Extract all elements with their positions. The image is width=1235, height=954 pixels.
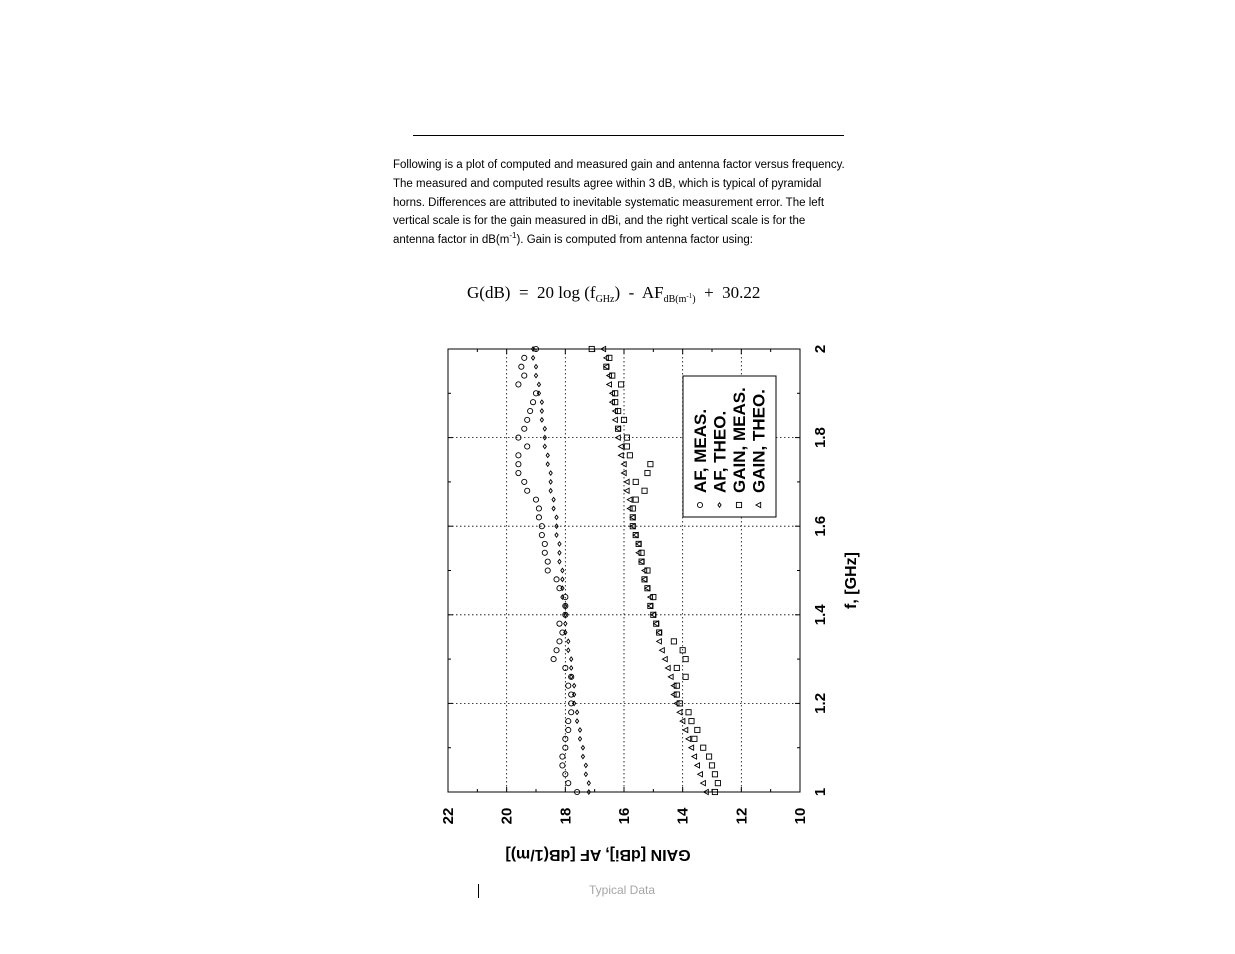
data-point-square [627,453,632,458]
equation-subscript-af-base: dB(m [663,294,687,305]
data-point-square [618,382,623,387]
data-point-diamond [540,409,543,413]
data-point-triangle [613,408,618,413]
data-point-diamond [534,373,537,377]
tick-label-value: 14 [674,807,692,825]
data-point-square [715,781,720,786]
data-point-triangle [610,400,615,405]
paragraph-superscript: -1 [509,231,517,241]
data-point-circle [522,479,527,484]
data-point-square [701,745,706,750]
data-point-triangle [636,550,641,555]
data-point-triangle [665,665,670,670]
data-point-triangle [660,648,665,653]
data-point-triangle [648,594,653,599]
data-point-square [712,772,717,777]
data-point-triangle [610,391,615,396]
chart-legend [683,376,776,517]
data-point-square [671,639,676,644]
data-point-triangle [604,355,609,360]
data-point-circle [560,754,565,759]
data-point-diamond [564,621,567,625]
data-point-diamond [561,568,564,572]
y-axis-title: GAIN [dBi], AF [dB(1/m)] [505,846,691,863]
body-paragraph [393,156,845,250]
data-point-circle [557,639,562,644]
data-point-triangle [639,559,644,564]
data-point-diamond [549,489,552,493]
data-point-circle [528,408,533,413]
data-point-circle [566,727,571,732]
legend-label: GAIN, MEAS. [730,387,749,493]
data-point-diamond [546,462,549,466]
data-point-circle [536,515,541,520]
data-point-triangle [698,772,703,777]
data-point-diamond [578,728,581,732]
data-point-diamond [581,746,584,750]
equation-subscript-ghz: GHz [595,294,615,305]
tick-label-value: 10 [792,807,809,825]
data-point-triangle [633,532,638,537]
data-point-diamond [581,754,584,758]
data-point-triangle [642,568,647,573]
data-point-diamond [578,737,581,741]
data-point-diamond [570,657,573,661]
data-point-diamond [558,559,561,563]
data-point-triangle [689,745,694,750]
data-point-diamond [587,781,590,785]
paragraph-text: Following is a plot of computed and measured gain and antenna factor versus frequency. The measured and computed results agree within 3 dB, which is typical of pyramidal horns. Differences are attributed to inevitable systematic measurement error. The left vertical scale is for the gain measured in dBi, and the right vertical scale is for the antenna factor in dB(m [393,159,845,247]
data-point-triangle [683,727,688,732]
data-point-circle [554,648,559,653]
data-point-square [686,710,691,715]
tick-label-value: 18 [557,807,575,825]
data-point-triangle [692,754,697,759]
data-point-triangle [627,506,632,511]
data-point-triangle [657,639,662,644]
tick-label-value: 16 [616,807,633,825]
data-point-diamond [575,710,578,714]
data-point-diamond [567,639,570,643]
data-point-square [689,719,694,724]
data-point-diamond [561,577,564,581]
footer-change-bar [478,884,479,898]
data-point-circle [525,444,530,449]
footer-label: Typical Data [589,883,656,897]
tick-label-value: 20 [498,807,516,825]
data-point-circle [522,373,527,378]
data-point-square [633,479,638,484]
equation-lhs: G(dB) = 20 log (f [467,283,596,302]
data-point-diamond [558,551,561,555]
data-point-diamond [543,427,546,431]
equation-subscript-af [664,294,696,305]
data-point-diamond [552,506,555,510]
data-point-diamond [570,666,573,670]
data-point-circle [545,559,550,564]
gain-af-chart [435,338,875,868]
data-point-circle [566,683,571,688]
tick-label-frequency: 1.6 [812,515,829,537]
data-point-triangle [607,382,612,387]
data-point-diamond [540,400,543,404]
axis-labels [440,345,860,863]
data-point-circle [554,577,559,582]
data-point-diamond [549,480,552,484]
data-point-triangle [616,426,621,431]
data-point-diamond [531,356,534,360]
data-point-triangle [616,435,621,440]
tick-label-frequency: 1.8 [812,427,829,449]
data-point-diamond [567,648,570,652]
data-point-square [683,657,688,662]
data-point-circle [545,568,550,573]
data-point-square [695,727,700,732]
data-point-square [642,488,647,493]
legend-label: AF, THEO. [710,410,730,493]
data-point-diamond [555,533,558,537]
data-point-triangle [624,488,629,493]
equation-subscript-af-exponent: -1 [686,292,693,300]
data-point-triangle [618,453,623,458]
data-point-triangle [662,657,667,662]
data-point-circle [542,550,547,555]
tick-label-value: 12 [733,807,751,825]
data-point-triangle [627,497,632,502]
data-point-triangle [604,364,609,369]
data-point-diamond [575,719,578,723]
data-point-square [706,754,711,759]
data-point-square [648,462,653,467]
data-point-diamond [543,444,546,448]
data-point-circle [516,470,521,475]
equation-subscript-af-close: ) [692,294,696,305]
data-point-circle [519,364,524,369]
data-point-square [692,736,697,741]
data-point-circle [525,417,530,422]
data-point-diamond [584,772,587,776]
data-point-square [633,497,638,502]
data-point-diamond [573,683,576,687]
data-point-triangle [642,577,647,582]
data-point-triangle [648,603,653,608]
data-point-diamond [546,453,549,457]
data-point-diamond [549,471,552,475]
data-point-square [624,444,629,449]
data-point-circle [522,426,527,431]
equation-rhs: + 30.22 [695,283,761,302]
data-point-triangle [677,710,682,715]
data-point-triangle [636,541,641,546]
tick-label-value: 22 [440,807,457,825]
data-point-diamond [555,515,558,519]
data-point-diamond [558,542,561,546]
data-point-triangle [613,417,618,422]
data-point-triangle [695,763,700,768]
data-point-square [683,674,688,679]
paragraph-text-end: ). Gain is computed from antenna factor using: [516,234,753,247]
data-point-circle [569,710,574,715]
data-point-diamond [552,497,555,501]
data-point-circle [530,400,535,405]
data-point-circle [525,488,530,493]
data-point-circle [566,719,571,724]
data-point-triangle [607,373,612,378]
data-point-triangle [668,674,673,679]
equation-middle: ) - AF [614,283,664,302]
legend-label: AF, MEAS. [691,408,710,493]
data-point-square [645,470,650,475]
tick-label-frequency: 1.4 [812,604,829,626]
data-point-circle [536,506,541,511]
data-point-diamond [570,675,573,679]
data-point-circle [516,462,521,467]
data-point-triangle [671,683,676,688]
data-point-diamond [537,382,540,386]
data-point-circle [522,355,527,360]
data-point-triangle [701,781,706,786]
data-point-circle [533,497,538,502]
data-point-circle [566,781,571,786]
data-point-triangle [630,515,635,520]
tick-label-frequency: 1 [812,787,829,797]
data-point-circle [551,657,556,662]
data-point-circle [557,621,562,626]
legend-label: GAIN, THEO. [749,389,769,493]
data-point-circle [560,763,565,768]
data-point-diamond [534,365,537,369]
x-axis-title: f, [GHz] [843,552,860,609]
tick-label-frequency: 2 [812,344,829,354]
data-point-square [674,665,679,670]
header-rule [413,135,844,136]
data-point-square [709,763,714,768]
data-point-circle [516,382,521,387]
tick-label-frequency: 1.2 [812,692,829,714]
data-point-triangle [671,692,676,697]
data-point-diamond [584,763,587,767]
data-point-circle [542,541,547,546]
data-point-triangle [654,621,659,626]
data-point-triangle [624,479,629,484]
data-point-triangle [686,736,691,741]
data-point-diamond [540,418,543,422]
data-point-circle [516,453,521,458]
data-point-circle [539,532,544,537]
data-point-triangle [618,444,623,449]
data-point-triangle [645,586,650,591]
data-point-triangle [657,630,662,635]
gain-equation [467,283,760,305]
